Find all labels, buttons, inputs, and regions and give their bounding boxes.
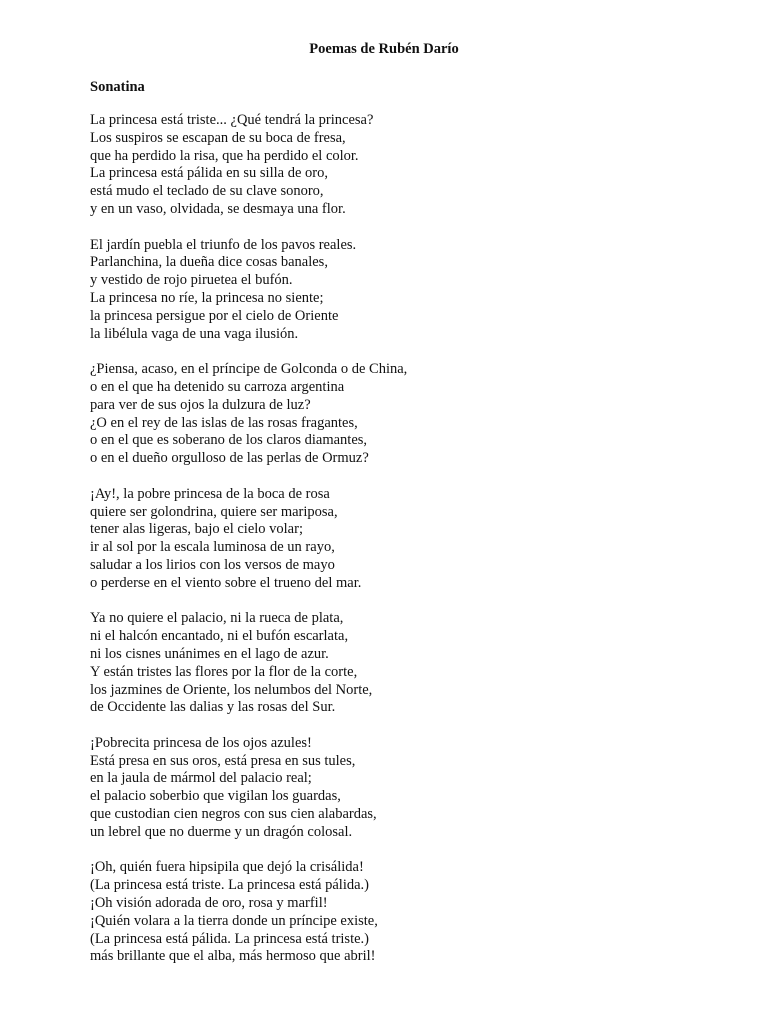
stanza-4 (90, 486, 730, 593)
poem-line: y en un vaso, olvidada, se desmaya una flor. (90, 200, 346, 217)
document-title: Poemas de Rubén Darío (309, 41, 459, 57)
poem-line: o en el dueño orgulloso de las perlas de Ormuz? (90, 450, 369, 467)
poem-body (90, 112, 730, 984)
poem-line: más brillante que el alba, más hermoso que abril! (90, 948, 376, 965)
stanza-6 (90, 735, 730, 842)
poem-line: de Occidente las dalias y las rosas del Sur. (90, 699, 336, 716)
poem-line: o perderse en el viento sobre el trueno del mar. (90, 574, 362, 591)
poem-line: ni los cisnes unánimes en el lago de azur. (90, 645, 329, 662)
poem-line: ¡Oh visión adorada de oro, rosa y marfil! (90, 895, 328, 912)
poem-line: Ya no quiere el palacio, ni la rueca de plata, (90, 610, 344, 627)
poem-line: o en el que ha detenido su carroza argentina (90, 378, 345, 395)
poem-line: y vestido de rojo piruetea el bufón. (90, 272, 293, 289)
poem-line: ¡Ay!, la pobre princesa de la boca de rosa (90, 485, 330, 502)
stanza-3 (90, 361, 730, 468)
poem-line: ¿O en el rey de las islas de las rosas fragantes, (90, 414, 358, 431)
poem-line: ni el halcón encantado, ni el bufón escarlata, (90, 628, 349, 645)
poem-line: La princesa está pálida en su silla de oro, (90, 165, 328, 182)
poem-line: la princesa persigue por el cielo de Oriente (90, 307, 339, 324)
poem-line: (La princesa está triste. La princesa está pálida.) (90, 877, 369, 894)
poem-line: La princesa no ríe, la princesa no siente; (90, 289, 324, 306)
poem-line: que custodian cien negros con sus cien alabardas, (90, 806, 377, 823)
stanza-2 (90, 237, 730, 344)
poem-line: un lebrel que no duerme y un dragón colosal. (90, 823, 353, 840)
poem-line: que ha perdido la risa, que ha perdido el color. (90, 147, 359, 164)
poem-line: para ver de sus ojos la dulzura de luz? (90, 396, 311, 413)
poem-line: ¡Pobrecita princesa de los ojos azules! (90, 734, 312, 751)
stanza-5 (90, 610, 730, 717)
poem-line: ¿Piensa, acaso, en el príncipe de Golconda o de China, (90, 361, 408, 378)
poem-title: Sonatina (90, 79, 145, 95)
poem-line: Parlanchina, la dueña dice cosas banales, (90, 254, 328, 271)
poem-line: tener alas ligeras, bajo el cielo volar; (90, 521, 303, 538)
stanza-7 (90, 859, 730, 966)
poem-line: La princesa está triste... ¿Qué tendrá la princesa? (90, 112, 374, 128)
poem-line: ir al sol por la escala luminosa de un rayo, (90, 539, 335, 556)
poem-line: el palacio soberbio que vigilan los guardas, (90, 788, 341, 805)
poem-line: ¡Quién volara a la tierra donde un príncipe existe, (90, 912, 378, 929)
poem-line: Los suspiros se escapan de su boca de fresa, (90, 129, 346, 146)
poem-line: ¡Oh, quién fuera hipsipila que dejó la crisálida! (90, 859, 364, 876)
poem-line: Está presa en sus oros, está presa en sus tules, (90, 752, 356, 769)
stanza-1 (90, 112, 730, 219)
poem-line: El jardín puebla el triunfo de los pavos reales. (90, 236, 357, 253)
poem-line: en la jaula de mármol del palacio real; (90, 770, 312, 787)
poem-line: Y están tristes las flores por la flor de la corte, (90, 663, 358, 680)
poem-line: la libélula vaga de una vaga ilusión. (90, 325, 299, 342)
poem-line: los jazmines de Oriente, los nelumbos del Norte, (90, 681, 373, 698)
poem-line: está mudo el teclado de su clave sonoro, (90, 183, 324, 200)
poem-line: saludar a los lirios con los versos de mayo (90, 556, 335, 573)
poem-line: o en el que es soberano de los claros diamantes, (90, 432, 368, 449)
poem-line: quiere ser golondrina, quiere ser mariposa, (90, 503, 338, 520)
poem-line: (La princesa está pálida. La princesa está triste.) (90, 930, 369, 947)
